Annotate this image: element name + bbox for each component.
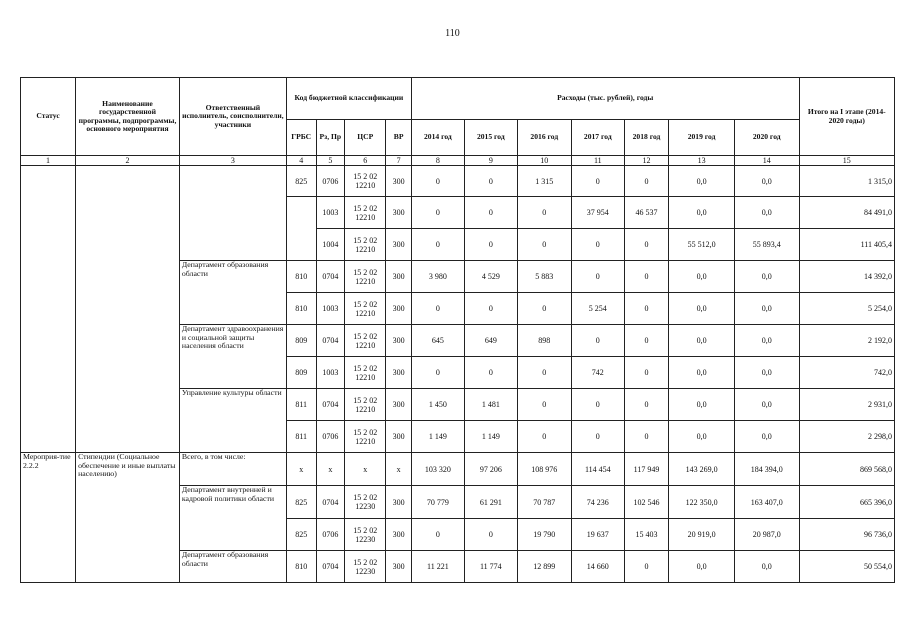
rzpr-cell: 0706 — [316, 166, 345, 197]
expense-2020-cell: 0,0 — [734, 357, 799, 389]
header-status: Статус — [21, 78, 76, 156]
expense-2016-cell: 0 — [517, 197, 571, 229]
total-cell: 50 554,0 — [799, 551, 894, 583]
column-number: 13 — [669, 156, 735, 166]
csr-cell: 15 2 02 12210 — [345, 261, 386, 293]
expense-2016-cell: 0 — [517, 229, 571, 261]
status-cell — [21, 166, 76, 453]
column-number: 7 — [386, 156, 411, 166]
total-cell: 665 396,0 — [799, 486, 894, 519]
csr-cell: 15 2 02 12210 — [345, 229, 386, 261]
expense-2015-cell: 0 — [464, 357, 517, 389]
expense-2018-cell: 0 — [624, 229, 668, 261]
expense-2019-cell: 0,0 — [669, 261, 735, 293]
grbs-cell: x — [286, 453, 316, 486]
responsible-cell — [179, 166, 286, 261]
vr-cell: 300 — [386, 486, 411, 519]
rzpr-cell: 0704 — [316, 389, 345, 421]
csr-cell: 15 2 02 12210 — [345, 197, 386, 229]
grbs-cell: 825 — [286, 486, 316, 519]
grbs-cell — [286, 197, 316, 261]
expense-2015-cell: 97 206 — [464, 453, 517, 486]
expense-2014-cell: 3 980 — [411, 261, 464, 293]
header-budget-code: Код бюджетной классификации — [286, 78, 411, 120]
total-cell: 2 298,0 — [799, 421, 894, 453]
rzpr-cell: 0704 — [316, 486, 345, 519]
csr-cell: 15 2 02 12210 — [345, 293, 386, 325]
expense-2020-cell: 0,0 — [734, 293, 799, 325]
total-cell: 869 568,0 — [799, 453, 894, 486]
header-2016: 2016 год — [517, 120, 571, 156]
status-cell: Мероприя-тие 2.2.2 — [21, 453, 76, 583]
expense-2014-cell: 70 779 — [411, 486, 464, 519]
expense-2018-cell: 0 — [624, 421, 668, 453]
budget-table — [20, 77, 895, 583]
expense-2020-cell: 163 407,0 — [734, 486, 799, 519]
grbs-cell: 810 — [286, 293, 316, 325]
expense-2017-cell: 0 — [571, 166, 624, 197]
expense-2017-cell: 5 254 — [571, 293, 624, 325]
expense-2016-cell: 5 883 — [517, 261, 571, 293]
expense-2014-cell: 645 — [411, 325, 464, 357]
vr-cell: x — [386, 453, 411, 486]
name-cell: Стипендии (Социальное обеспечение и иные выплаты населению) — [76, 453, 180, 583]
expense-2020-cell: 0,0 — [734, 325, 799, 357]
column-number: 4 — [286, 156, 316, 166]
table-row — [21, 166, 895, 197]
header-csr: ЦСР — [345, 120, 386, 156]
grbs-cell: 825 — [286, 166, 316, 197]
name-cell — [76, 166, 180, 453]
vr-cell: 300 — [386, 293, 411, 325]
rzpr-cell: 1003 — [316, 357, 345, 389]
vr-cell: 300 — [386, 261, 411, 293]
expense-2018-cell: 15 403 — [624, 519, 668, 551]
expense-2017-cell: 14 660 — [571, 551, 624, 583]
grbs-cell: 810 — [286, 261, 316, 293]
expense-2019-cell: 0,0 — [669, 197, 735, 229]
csr-cell: 15 2 02 12210 — [345, 166, 386, 197]
expense-2020-cell: 55 893,4 — [734, 229, 799, 261]
expense-2019-cell: 0,0 — [669, 551, 735, 583]
total-cell: 5 254,0 — [799, 293, 894, 325]
header-responsible: Ответственный исполнитель, соисполнители, участники — [179, 78, 286, 156]
responsible-cell: Управление культуры области — [179, 389, 286, 453]
column-number: 9 — [464, 156, 517, 166]
expense-2017-cell: 742 — [571, 357, 624, 389]
expense-2019-cell: 122 350,0 — [669, 486, 735, 519]
expense-2015-cell: 4 529 — [464, 261, 517, 293]
expense-2019-cell: 0,0 — [669, 357, 735, 389]
expense-2019-cell: 0,0 — [669, 389, 735, 421]
grbs-cell: 825 — [286, 519, 316, 551]
responsible-cell: Департамент образования области — [179, 551, 286, 583]
column-number: 10 — [517, 156, 571, 166]
rzpr-cell: 0704 — [316, 261, 345, 293]
rzpr-cell: x — [316, 453, 345, 486]
expense-2015-cell: 0 — [464, 293, 517, 325]
grbs-cell: 809 — [286, 325, 316, 357]
csr-cell: 15 2 02 12210 — [345, 357, 386, 389]
vr-cell: 300 — [386, 197, 411, 229]
expense-2018-cell: 0 — [624, 166, 668, 197]
expense-2015-cell: 1 481 — [464, 389, 517, 421]
column-number: 2 — [76, 156, 180, 166]
expense-2015-cell: 0 — [464, 197, 517, 229]
expense-2018-cell: 0 — [624, 293, 668, 325]
vr-cell: 300 — [386, 166, 411, 197]
expense-2017-cell: 74 236 — [571, 486, 624, 519]
expense-2018-cell: 0 — [624, 551, 668, 583]
column-number: 14 — [734, 156, 799, 166]
expense-2014-cell: 0 — [411, 519, 464, 551]
expense-2018-cell: 0 — [624, 389, 668, 421]
expense-2016-cell: 0 — [517, 389, 571, 421]
expense-2016-cell: 1 315 — [517, 166, 571, 197]
expense-2020-cell: 0,0 — [734, 421, 799, 453]
grbs-cell: 811 — [286, 389, 316, 421]
responsible-cell: Всего, в том числе: — [179, 453, 286, 486]
expense-2016-cell: 0 — [517, 293, 571, 325]
vr-cell: 300 — [386, 519, 411, 551]
expense-2020-cell: 20 987,0 — [734, 519, 799, 551]
csr-cell: 15 2 02 12210 — [345, 421, 386, 453]
expense-2018-cell: 0 — [624, 261, 668, 293]
page-number: 110 — [445, 28, 460, 39]
expense-2018-cell: 46 537 — [624, 197, 668, 229]
expense-2015-cell: 0 — [464, 229, 517, 261]
expense-2019-cell: 20 919,0 — [669, 519, 735, 551]
header-2020: 2020 год — [734, 120, 799, 156]
column-number: 15 — [799, 156, 894, 166]
responsible-cell: Департамент здравоохранения и социальной защиты населения области — [179, 325, 286, 389]
rzpr-cell: 0706 — [316, 421, 345, 453]
expense-2017-cell: 0 — [571, 229, 624, 261]
expense-2019-cell: 0,0 — [669, 325, 735, 357]
csr-cell: x — [345, 453, 386, 486]
expense-2019-cell: 55 512,0 — [669, 229, 735, 261]
expense-2019-cell: 143 269,0 — [669, 453, 735, 486]
column-number: 8 — [411, 156, 464, 166]
total-cell: 742,0 — [799, 357, 894, 389]
expense-2018-cell: 102 546 — [624, 486, 668, 519]
vr-cell: 300 — [386, 551, 411, 583]
csr-cell: 15 2 02 12210 — [345, 325, 386, 357]
responsible-cell: Департамент образования области — [179, 261, 286, 325]
header-rzpr: Рз, Пр — [316, 120, 345, 156]
expense-2016-cell: 70 787 — [517, 486, 571, 519]
expense-2020-cell: 0,0 — [734, 389, 799, 421]
expense-2018-cell: 117 949 — [624, 453, 668, 486]
expense-2016-cell: 0 — [517, 357, 571, 389]
expense-2020-cell: 0,0 — [734, 166, 799, 197]
vr-cell: 300 — [386, 325, 411, 357]
expense-2017-cell: 0 — [571, 325, 624, 357]
rzpr-cell: 0704 — [316, 551, 345, 583]
csr-cell: 15 2 02 12210 — [345, 389, 386, 421]
grbs-cell: 811 — [286, 421, 316, 453]
expense-2014-cell: 0 — [411, 197, 464, 229]
rzpr-cell: 1003 — [316, 197, 345, 229]
expense-2019-cell: 0,0 — [669, 421, 735, 453]
column-numbers-row — [21, 156, 895, 166]
expense-2020-cell: 184 394,0 — [734, 453, 799, 486]
header-total: Итого на I этапе (2014-2020 годы) — [799, 78, 894, 156]
header-2019: 2019 год — [669, 120, 735, 156]
header-vr: ВР — [386, 120, 411, 156]
total-cell: 111 405,4 — [799, 229, 894, 261]
column-number: 5 — [316, 156, 345, 166]
header-grbs: ГРБС — [286, 120, 316, 156]
expense-2018-cell: 0 — [624, 357, 668, 389]
expense-2017-cell: 0 — [571, 421, 624, 453]
column-number: 3 — [179, 156, 286, 166]
expense-2014-cell: 1 450 — [411, 389, 464, 421]
expense-2014-cell: 0 — [411, 229, 464, 261]
expense-2020-cell: 0,0 — [734, 261, 799, 293]
expense-2020-cell: 0,0 — [734, 551, 799, 583]
expense-2014-cell: 103 320 — [411, 453, 464, 486]
expense-2016-cell: 19 790 — [517, 519, 571, 551]
rzpr-cell: 1003 — [316, 293, 345, 325]
expense-2015-cell: 0 — [464, 519, 517, 551]
expense-2016-cell: 0 — [517, 421, 571, 453]
header-2014: 2014 год — [411, 120, 464, 156]
expense-2015-cell: 61 291 — [464, 486, 517, 519]
expense-2016-cell: 108 976 — [517, 453, 571, 486]
total-cell: 14 392,0 — [799, 261, 894, 293]
total-cell: 96 736,0 — [799, 519, 894, 551]
rzpr-cell: 1004 — [316, 229, 345, 261]
header-expenses: Расходы (тыс. рублей), годы — [411, 78, 799, 120]
csr-cell: 15 2 02 12230 — [345, 486, 386, 519]
expense-2014-cell: 0 — [411, 357, 464, 389]
expense-2015-cell: 11 774 — [464, 551, 517, 583]
total-cell: 2 192,0 — [799, 325, 894, 357]
expense-2017-cell: 0 — [571, 261, 624, 293]
expense-2014-cell: 0 — [411, 293, 464, 325]
total-cell: 84 491,0 — [799, 197, 894, 229]
column-number: 12 — [624, 156, 668, 166]
expense-2017-cell: 114 454 — [571, 453, 624, 486]
expense-2019-cell: 0,0 — [669, 293, 735, 325]
table-row — [21, 453, 895, 486]
column-number: 6 — [345, 156, 386, 166]
expense-2015-cell: 0 — [464, 166, 517, 197]
vr-cell: 300 — [386, 421, 411, 453]
column-number: 11 — [571, 156, 624, 166]
expense-2014-cell: 11 221 — [411, 551, 464, 583]
header-name: Наименование государственной программы, подпрограммы, основного мероприятия — [76, 78, 180, 156]
rzpr-cell: 0706 — [316, 519, 345, 551]
expense-2020-cell: 0,0 — [734, 197, 799, 229]
expense-2017-cell: 0 — [571, 389, 624, 421]
vr-cell: 300 — [386, 357, 411, 389]
expense-2019-cell: 0,0 — [669, 166, 735, 197]
csr-cell: 15 2 02 12230 — [345, 551, 386, 583]
vr-cell: 300 — [386, 389, 411, 421]
header-2015: 2015 год — [464, 120, 517, 156]
column-number: 1 — [21, 156, 76, 166]
header-2017: 2017 год — [571, 120, 624, 156]
vr-cell: 300 — [386, 229, 411, 261]
expense-2014-cell: 1 149 — [411, 421, 464, 453]
expense-2016-cell: 898 — [517, 325, 571, 357]
total-cell: 1 315,0 — [799, 166, 894, 197]
expense-2017-cell: 19 637 — [571, 519, 624, 551]
expense-2017-cell: 37 954 — [571, 197, 624, 229]
rzpr-cell: 0704 — [316, 325, 345, 357]
expense-2016-cell: 12 899 — [517, 551, 571, 583]
responsible-cell: Департамент внутренней и кадровой политики области — [179, 486, 286, 551]
total-cell: 2 931,0 — [799, 389, 894, 421]
csr-cell: 15 2 02 12230 — [345, 519, 386, 551]
grbs-cell: 810 — [286, 551, 316, 583]
expense-2014-cell: 0 — [411, 166, 464, 197]
expense-2015-cell: 649 — [464, 325, 517, 357]
expense-2015-cell: 1 149 — [464, 421, 517, 453]
expense-2018-cell: 0 — [624, 325, 668, 357]
header-2018: 2018 год — [624, 120, 668, 156]
grbs-cell: 809 — [286, 357, 316, 389]
